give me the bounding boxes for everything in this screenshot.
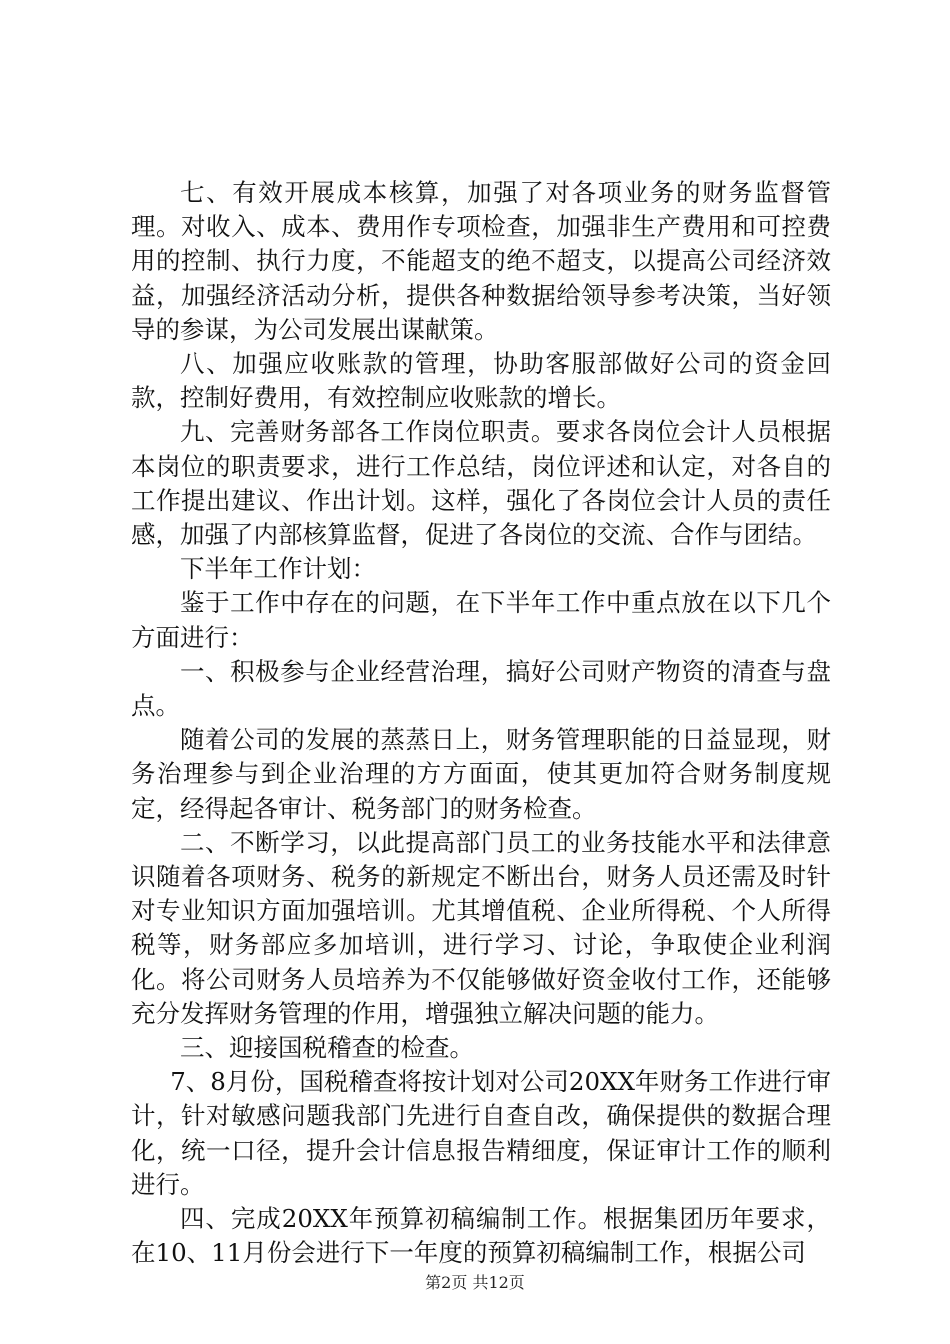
page-number-footer: 第2页 共12页 [425, 1273, 525, 1292]
paragraph-plan-item-3: 三、迎接国税稽查的检查。 [180, 1033, 474, 1063]
paragraph-plan-item-2: 二、不断学习，以此提高部门员工的业务技能水平和法律意识随着各项财务、税务的新规定不断出台，财务人员还需及时针对专业知识方面加强培训。尤其增值税、企业所得税、个人所得税等，财务部应多加培训，进行学习、讨论，争取使企业利润化。将公司财务人员培养为不仅能够做好资金收付工作，还能够充分发挥财务管理的作用，增强独立解决问题的能力。 [131, 827, 831, 1028]
paragraph-plan-intro: 鉴于工作中存在的问题，在下半年工作中重点放在以下几个方面进行： [131, 588, 831, 652]
paragraph-second-half-plan-heading: 下半年工作计划： [180, 554, 376, 584]
paragraph-cost-accounting: 七、有效开展成本核算，加强了对各项业务的财务监督管理。对收入、成本、费用作专项检查，加强非生产费用和可控费用的控制、执行力度，不能超支的绝不超支，以提高公司经济效益，加强经济活动分析，提供各种数据给领导参考决策，当好领导的参谋，为公司发展出谋献策。 [131, 178, 831, 344]
paragraph-plan-item-1-detail: 随着公司的发展的蒸蒸日上，财务管理职能的日益显现，财务治理参与到企业治理的方方面面，使其更加符合财务制度规定，经得起各审计、税务部门的财务检查。 [131, 725, 831, 823]
paragraph-receivables: 八、加强应收账款的管理，协助客服部做好公司的资金回款，控制好费用，有效控制应收账款的增长。 [131, 349, 831, 413]
paragraph-plan-item-1: 一、积极参与企业经营治理，搞好公司财产物资的清查与盘点。 [131, 656, 831, 721]
paragraph-job-duties: 九、完善财务部各工作岗位职责。要求各岗位会计人员根据本岗位的职责要求，进行工作总结，岗位评述和认定，对各自的工作提出建议、作出计划。这样，强化了各岗位会计人员的责任感，加强了内部核算监督，促进了各岗位的交流、合作与团结。 [131, 417, 831, 550]
document-body [131, 176, 831, 1271]
paragraph-plan-item-4: 四、完成20XX年预算初稿编制工作。根据集团历年要求，在10、11月份会进行下一年度的预算初稿编制工作，根据公司 [131, 1204, 831, 1268]
paragraph-plan-item-3-detail: 7、8月份，国税稽查将按计划对公司20XX年财务工作进行审计，针对敏感问题我部门先进行自查自改，确保提供的数据合理化，统一口径，提升会计信息报告精细度，保证审计工作的顺利进行。 [131, 1067, 831, 1199]
